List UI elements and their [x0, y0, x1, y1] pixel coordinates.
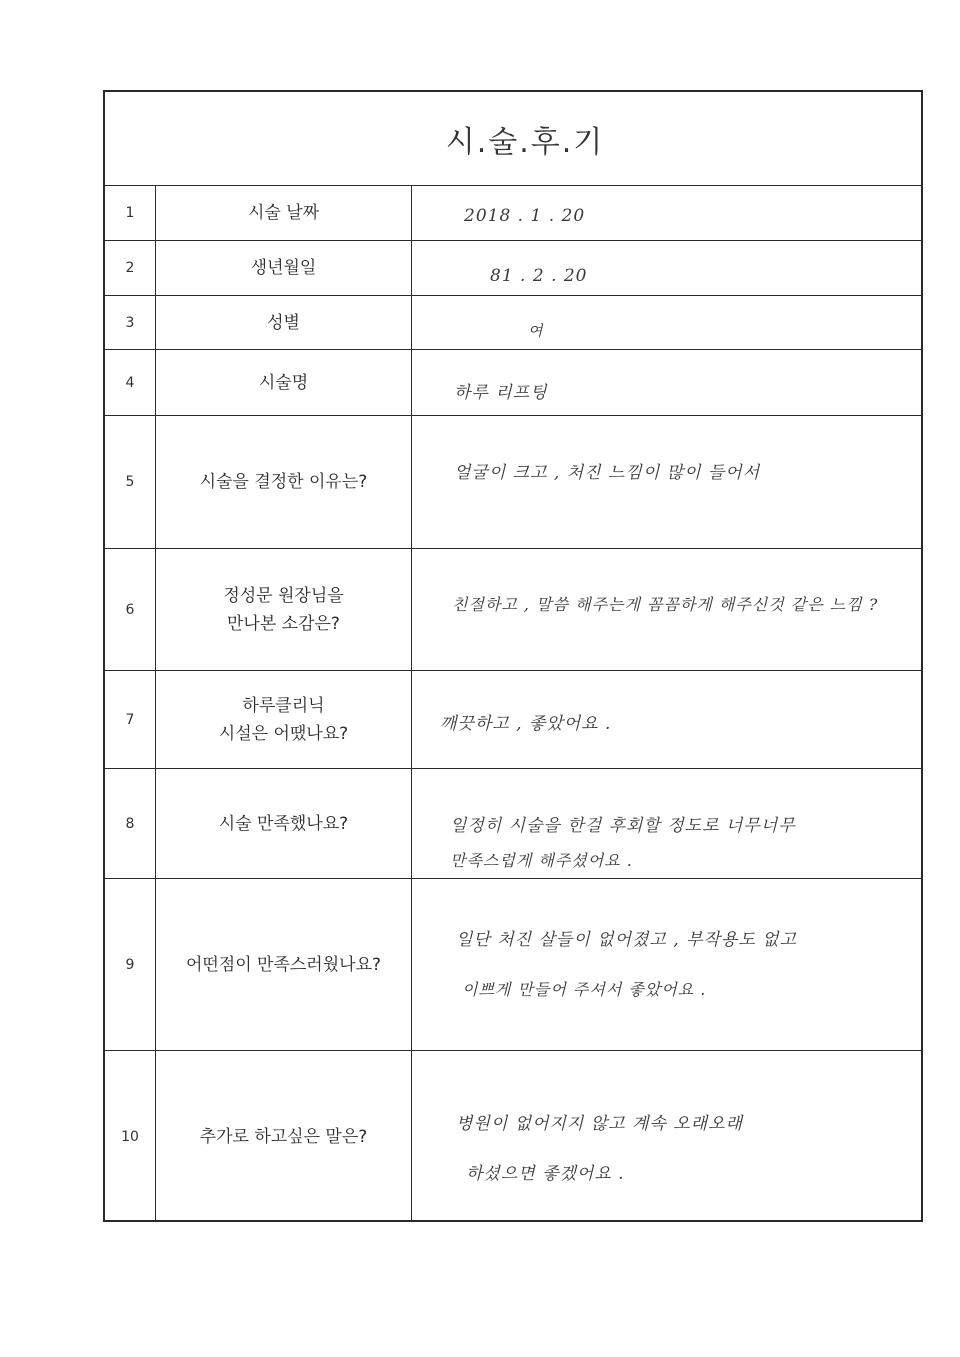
handwritten-answer: 81 . 2 . 20	[490, 266, 588, 286]
table-row	[105, 296, 921, 350]
form-title-row	[105, 92, 921, 186]
question-label: 시술 날짜	[156, 186, 412, 240]
handwritten-answer: 만족스럽게 해주셨어요 .	[450, 851, 633, 870]
row-number: 1	[105, 186, 156, 240]
answer-cell	[412, 879, 921, 1050]
question-label: 추가로 하고싶은 말은?	[156, 1051, 412, 1222]
row-number: 2	[105, 241, 156, 295]
table-row	[105, 1051, 921, 1222]
row-number: 7	[105, 671, 156, 768]
answer-cell	[412, 296, 921, 349]
row-number: 4	[105, 350, 156, 415]
row-number: 8	[105, 769, 156, 878]
review-form-table	[103, 90, 923, 1222]
handwritten-answer: 하루 리프팅	[454, 383, 548, 403]
handwritten-answer: 일정히 시술을 한걸 후회할 정도로 너무너무	[450, 816, 796, 836]
question-label: 어떤점이 만족스러웠나요?	[156, 879, 412, 1050]
row-number: 10	[105, 1051, 156, 1222]
question-label: 하루클리닉 시설은 어땠나요?	[156, 671, 412, 768]
table-row	[105, 879, 921, 1051]
answer-cell	[412, 549, 921, 670]
handwritten-answer: 일단 처진 살들이 없어졌고 , 부작용도 없고	[456, 930, 798, 950]
handwritten-answer: 친절하고 , 말씀 해주는게 꼼꼼하게 해주신것 같은 느낌 ?	[452, 595, 879, 614]
question-label: 시술명	[156, 350, 412, 415]
question-label: 시술을 결정한 이유는?	[156, 416, 412, 548]
row-number: 3	[105, 296, 156, 349]
table-row	[105, 671, 921, 769]
question-label: 시술 만족했나요?	[156, 769, 412, 878]
table-row	[105, 241, 921, 296]
answer-cell	[412, 416, 921, 548]
table-row	[105, 416, 921, 549]
table-row	[105, 549, 921, 671]
question-label: 생년월일	[156, 241, 412, 295]
question-label: 성별	[156, 296, 412, 349]
row-number: 5	[105, 416, 156, 548]
handwritten-answer: 여	[528, 322, 544, 340]
form-title: 시.술.후.기	[445, 124, 605, 160]
handwritten-answer: 이쁘게 만들어 주셔서 좋았어요 .	[462, 980, 707, 999]
handwritten-answer: 깨끗하고 , 좋았어요 .	[440, 714, 612, 734]
question-label: 정성문 원장님을 만나본 소감은?	[156, 549, 412, 670]
table-row	[105, 350, 921, 416]
row-number: 6	[105, 549, 156, 670]
answer-cell	[412, 769, 921, 878]
handwritten-answer: 얼굴이 크고 , 처진 느낌이 많이 들어서	[454, 463, 761, 483]
answer-cell	[412, 186, 921, 240]
row-number: 9	[105, 879, 156, 1050]
handwritten-answer: 2018 . 1 . 20	[464, 206, 586, 226]
answer-cell	[412, 1051, 921, 1222]
table-row	[105, 186, 921, 241]
answer-cell	[412, 241, 921, 295]
answer-cell	[412, 671, 921, 768]
handwritten-answer: 병원이 없어지지 않고 계속 오래오래	[456, 1114, 743, 1134]
table-row	[105, 769, 921, 879]
handwritten-answer: 하셨으면 좋겠어요 .	[466, 1164, 625, 1184]
answer-cell	[412, 350, 921, 415]
